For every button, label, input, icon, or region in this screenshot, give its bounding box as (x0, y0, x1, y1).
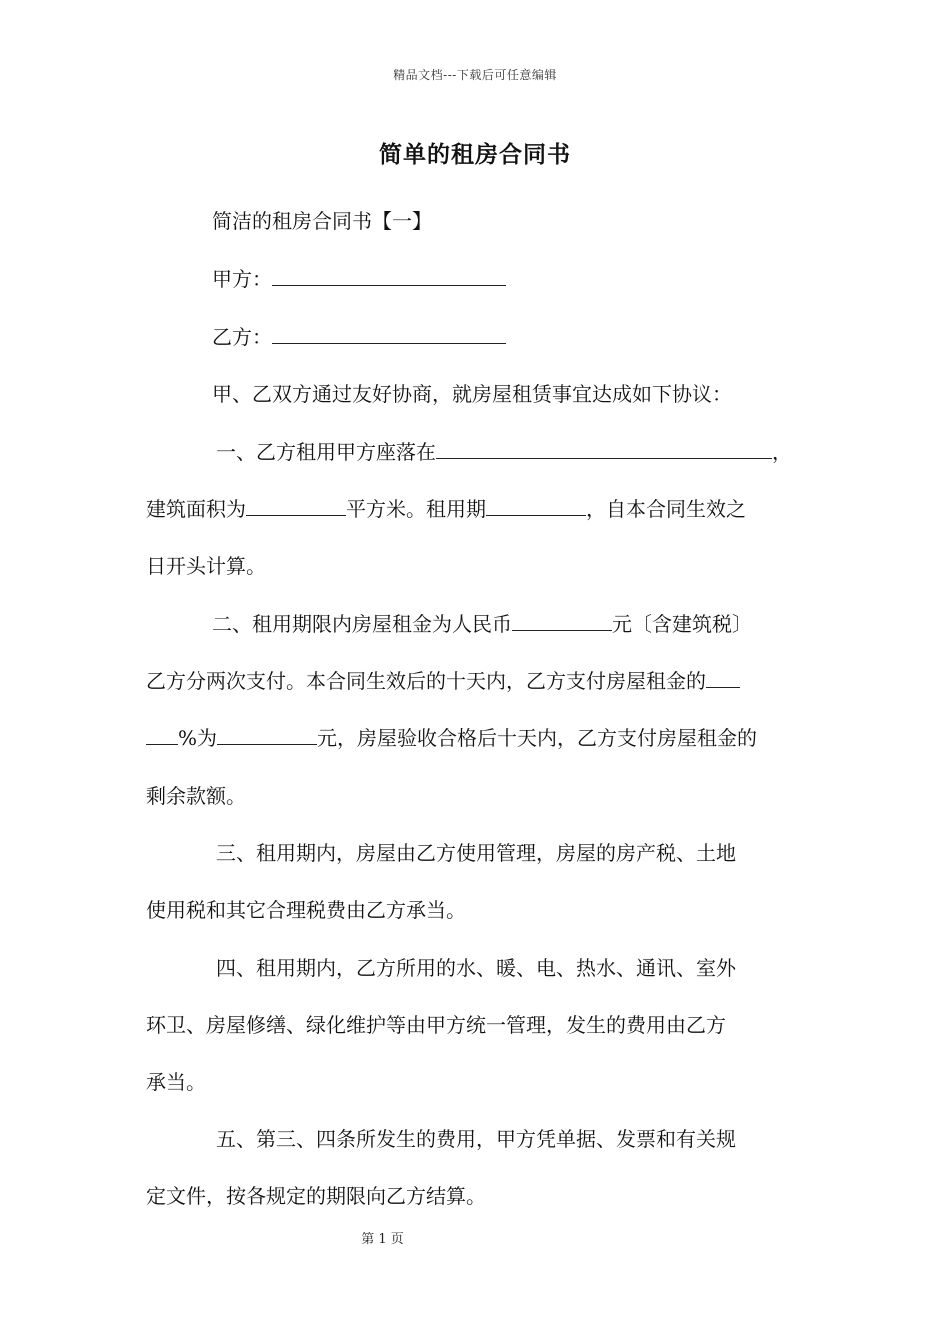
party-b-label: 乙方： (212, 325, 272, 349)
clause2-line2 (146, 666, 740, 696)
clause4-line1: 四、租用期内，乙方所用的水、暖、电、热水、通讯、室外 (216, 956, 736, 980)
clause1-text-b: 建筑面积为 (146, 497, 246, 521)
first-payment-blank[interactable] (217, 726, 317, 745)
clause2-text-c: 乙方分两次支付。本合同生效后的十天内，乙方支付房屋租金的 (146, 669, 706, 693)
clause2-line4: 剩余款额。 (146, 784, 246, 808)
clause1-line2 (146, 494, 746, 524)
party-a-blank[interactable] (272, 267, 506, 286)
clause1-line3: 日开头计算。 (146, 554, 266, 578)
clause1-line1 (216, 437, 792, 467)
party-b-row (212, 322, 506, 352)
document-title: 简单的租房合同书 (379, 141, 571, 168)
clause2-text-a: 二、租用期限内房屋租金为人民币 (212, 612, 512, 636)
document-subtitle: 简洁的租房合同书【一】 (212, 209, 432, 233)
term-blank[interactable] (486, 497, 586, 516)
clause3-line2: 使用税和其它合理税费由乙方承当。 (146, 898, 466, 922)
party-b-blank[interactable] (272, 325, 506, 344)
clause5-line2: 定文件，按各规定的期限向乙方结算。 (146, 1184, 486, 1208)
header-note: 精品文档---下载后可任意编辑 (393, 68, 557, 82)
clause2-text-b: 元〔含建筑税〕 (612, 612, 752, 636)
clause1-text-d: ，自本合同生效之 (586, 497, 746, 521)
party-a-row (212, 264, 506, 294)
clause2-text-d: %为 (178, 726, 218, 750)
location-blank[interactable] (436, 440, 772, 459)
clause2-line1 (212, 609, 752, 639)
clause2-line3 (146, 723, 757, 753)
percent-blank-part1[interactable] (706, 669, 740, 688)
clause3-line1: 三、租用期内，房屋由乙方使用管理，房屋的房产税、土地 (216, 841, 736, 865)
area-blank[interactable] (246, 497, 346, 516)
party-a-label: 甲方： (212, 267, 272, 291)
clause4-line2: 环卫、房屋修缮、绿化维护等由甲方统一管理，发生的费用由乙方 (146, 1013, 726, 1037)
clause1-comma: ， (772, 440, 792, 464)
clause1-text-a: 一、乙方租用甲方座落在 (216, 440, 436, 464)
clause4-line3: 承当。 (146, 1070, 206, 1094)
clause5-line1: 五、第三、四条所发生的费用，甲方凭单据、发票和有关规 (216, 1127, 736, 1151)
intro-paragraph: 甲、乙双方通过友好协商，就房屋租赁事宜达成如下协议： (212, 382, 732, 406)
clause2-text-e: 元，房屋验收合格后十天内，乙方支付房屋租金的 (317, 726, 758, 750)
rent-amount-blank[interactable] (512, 612, 612, 631)
clause1-text-c: 平方米。租用期 (346, 497, 486, 521)
page-number: 第 1 页 (361, 1232, 404, 1247)
percent-blank-part2[interactable] (146, 726, 178, 745)
